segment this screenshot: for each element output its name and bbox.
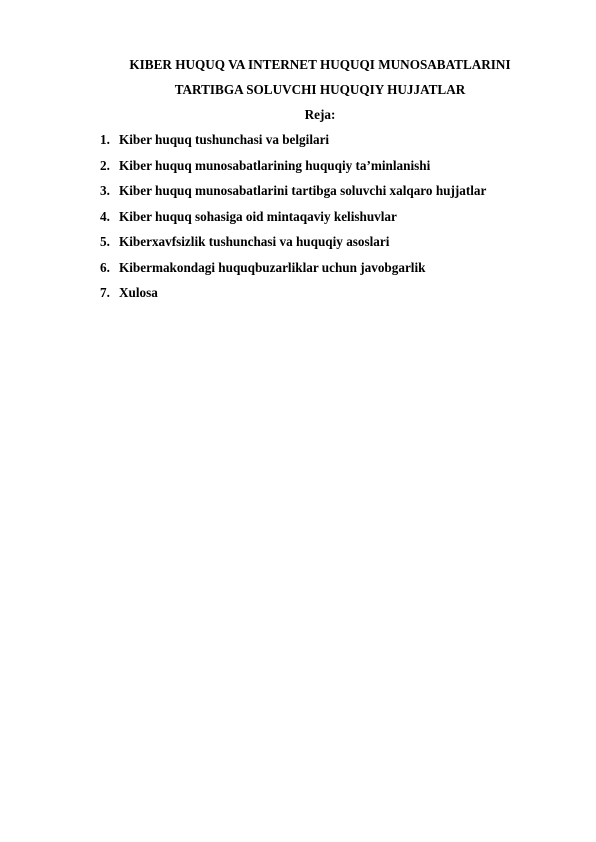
plan-item-text: Kiber huquq tushunchasi va belgilari xyxy=(119,132,330,147)
document-title-line-1: KIBER HUQUQ VA INTERNET HUQUQI MUNOSABATLARINI xyxy=(129,57,511,72)
plan-item-number: 4. xyxy=(100,208,110,224)
plan-item-text: Kiberxavfsizlik tushunchasi va huquqiy asoslari xyxy=(119,234,390,249)
plan-item-number: 3. xyxy=(100,183,110,198)
plan-item-text: Xulosa xyxy=(119,285,158,300)
plan-item xyxy=(100,255,486,281)
plan-item xyxy=(100,178,486,204)
plan-heading: Reja: xyxy=(304,107,336,122)
plan-item xyxy=(100,204,486,230)
plan-item-number: 1. xyxy=(100,132,110,147)
plan-item-text: Kiber huquq munosabatlarining huquqiy ta’minlanishi xyxy=(119,157,431,173)
plan-item-text: Kiber huquq munosabatlarini tartibga soluvchi xalqaro hujjatlar xyxy=(119,183,487,198)
title-block xyxy=(100,52,540,127)
plan-item xyxy=(100,280,486,306)
plan-item-number: 5. xyxy=(100,234,110,249)
document-title-line-2: TARTIBGA SOLUVCHI HUQUQIY HUJJATLAR xyxy=(174,82,466,97)
plan-item-number: 7. xyxy=(100,285,110,300)
plan-item xyxy=(100,153,486,179)
plan-item-text: Kibermakondagi huquqbuzarliklar uchun javobgarlik xyxy=(119,259,426,275)
plan-list xyxy=(100,127,486,306)
plan-item-text: Kiber huquq sohasiga oid mintaqaviy kelishuvlar xyxy=(119,208,397,224)
plan-item xyxy=(100,127,486,153)
plan-item-number: 6. xyxy=(100,259,110,275)
plan-item xyxy=(100,229,486,255)
plan-item-number: 2. xyxy=(100,157,110,173)
